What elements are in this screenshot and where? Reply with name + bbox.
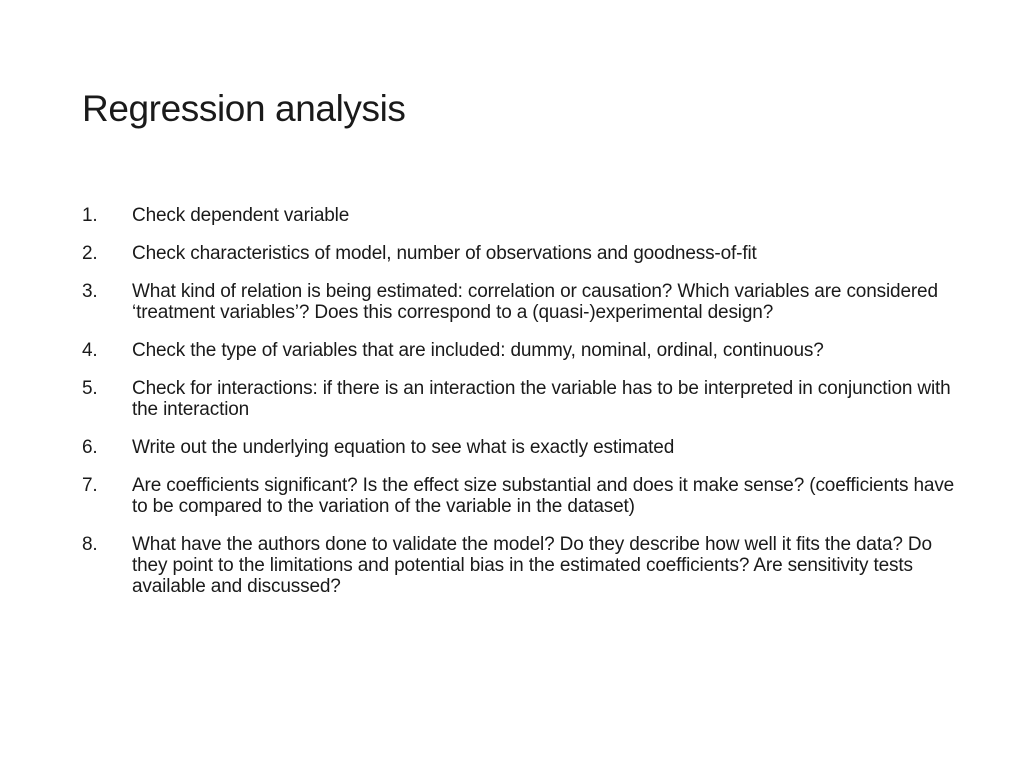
list-item-text: What have the authors done to validate the model? Do they describe how well it fits the data? Do they point to the limitations and potential bias in the estimated coefficients? Are sensitivity tests available and discussed? — [132, 534, 932, 597]
list-item-number: 4. — [82, 340, 98, 361]
list-item-number: 3. — [82, 281, 98, 302]
list-item — [82, 340, 962, 361]
list-item-text: What kind of relation is being estimated: correlation or causation? Which variables are considered ‘treatment variables’? Does this correspond to a (quasi-)experimental design? — [132, 281, 938, 323]
list-item-text: Are coefficients significant? Is the effect size substantial and does it make sense? (coefficients have to be compared to the variation of the variable in the dataset) — [132, 475, 955, 517]
list-item — [82, 534, 962, 597]
list-item — [82, 205, 962, 226]
list-item — [82, 243, 962, 264]
list-item-text: Check for interactions: if there is an interaction the variable has to be interpreted in conjunction with the interaction — [132, 378, 951, 420]
list-item — [82, 378, 962, 420]
list-item-number: 8. — [82, 534, 98, 555]
list-item — [82, 475, 962, 517]
list-item-number: 2. — [82, 243, 98, 264]
list-item-text: Check the type of variables that are included: dummy, nominal, ordinal, continuous? — [132, 340, 824, 361]
list-item-number: 1. — [82, 205, 98, 226]
list-item-text: Check characteristics of model, number of observations and goodness-of-fit — [132, 243, 757, 264]
list-item-text: Write out the underlying equation to see what is exactly estimated — [132, 437, 675, 458]
list-item-number: 7. — [82, 475, 98, 496]
slide-title: Regression analysis — [82, 88, 406, 129]
list-item-number: 5. — [82, 378, 98, 399]
list-item — [82, 281, 962, 323]
list-item — [82, 437, 962, 458]
numbered-list — [82, 205, 962, 614]
list-item-text: Check dependent variable — [132, 205, 350, 226]
list-item-number: 6. — [82, 437, 98, 458]
